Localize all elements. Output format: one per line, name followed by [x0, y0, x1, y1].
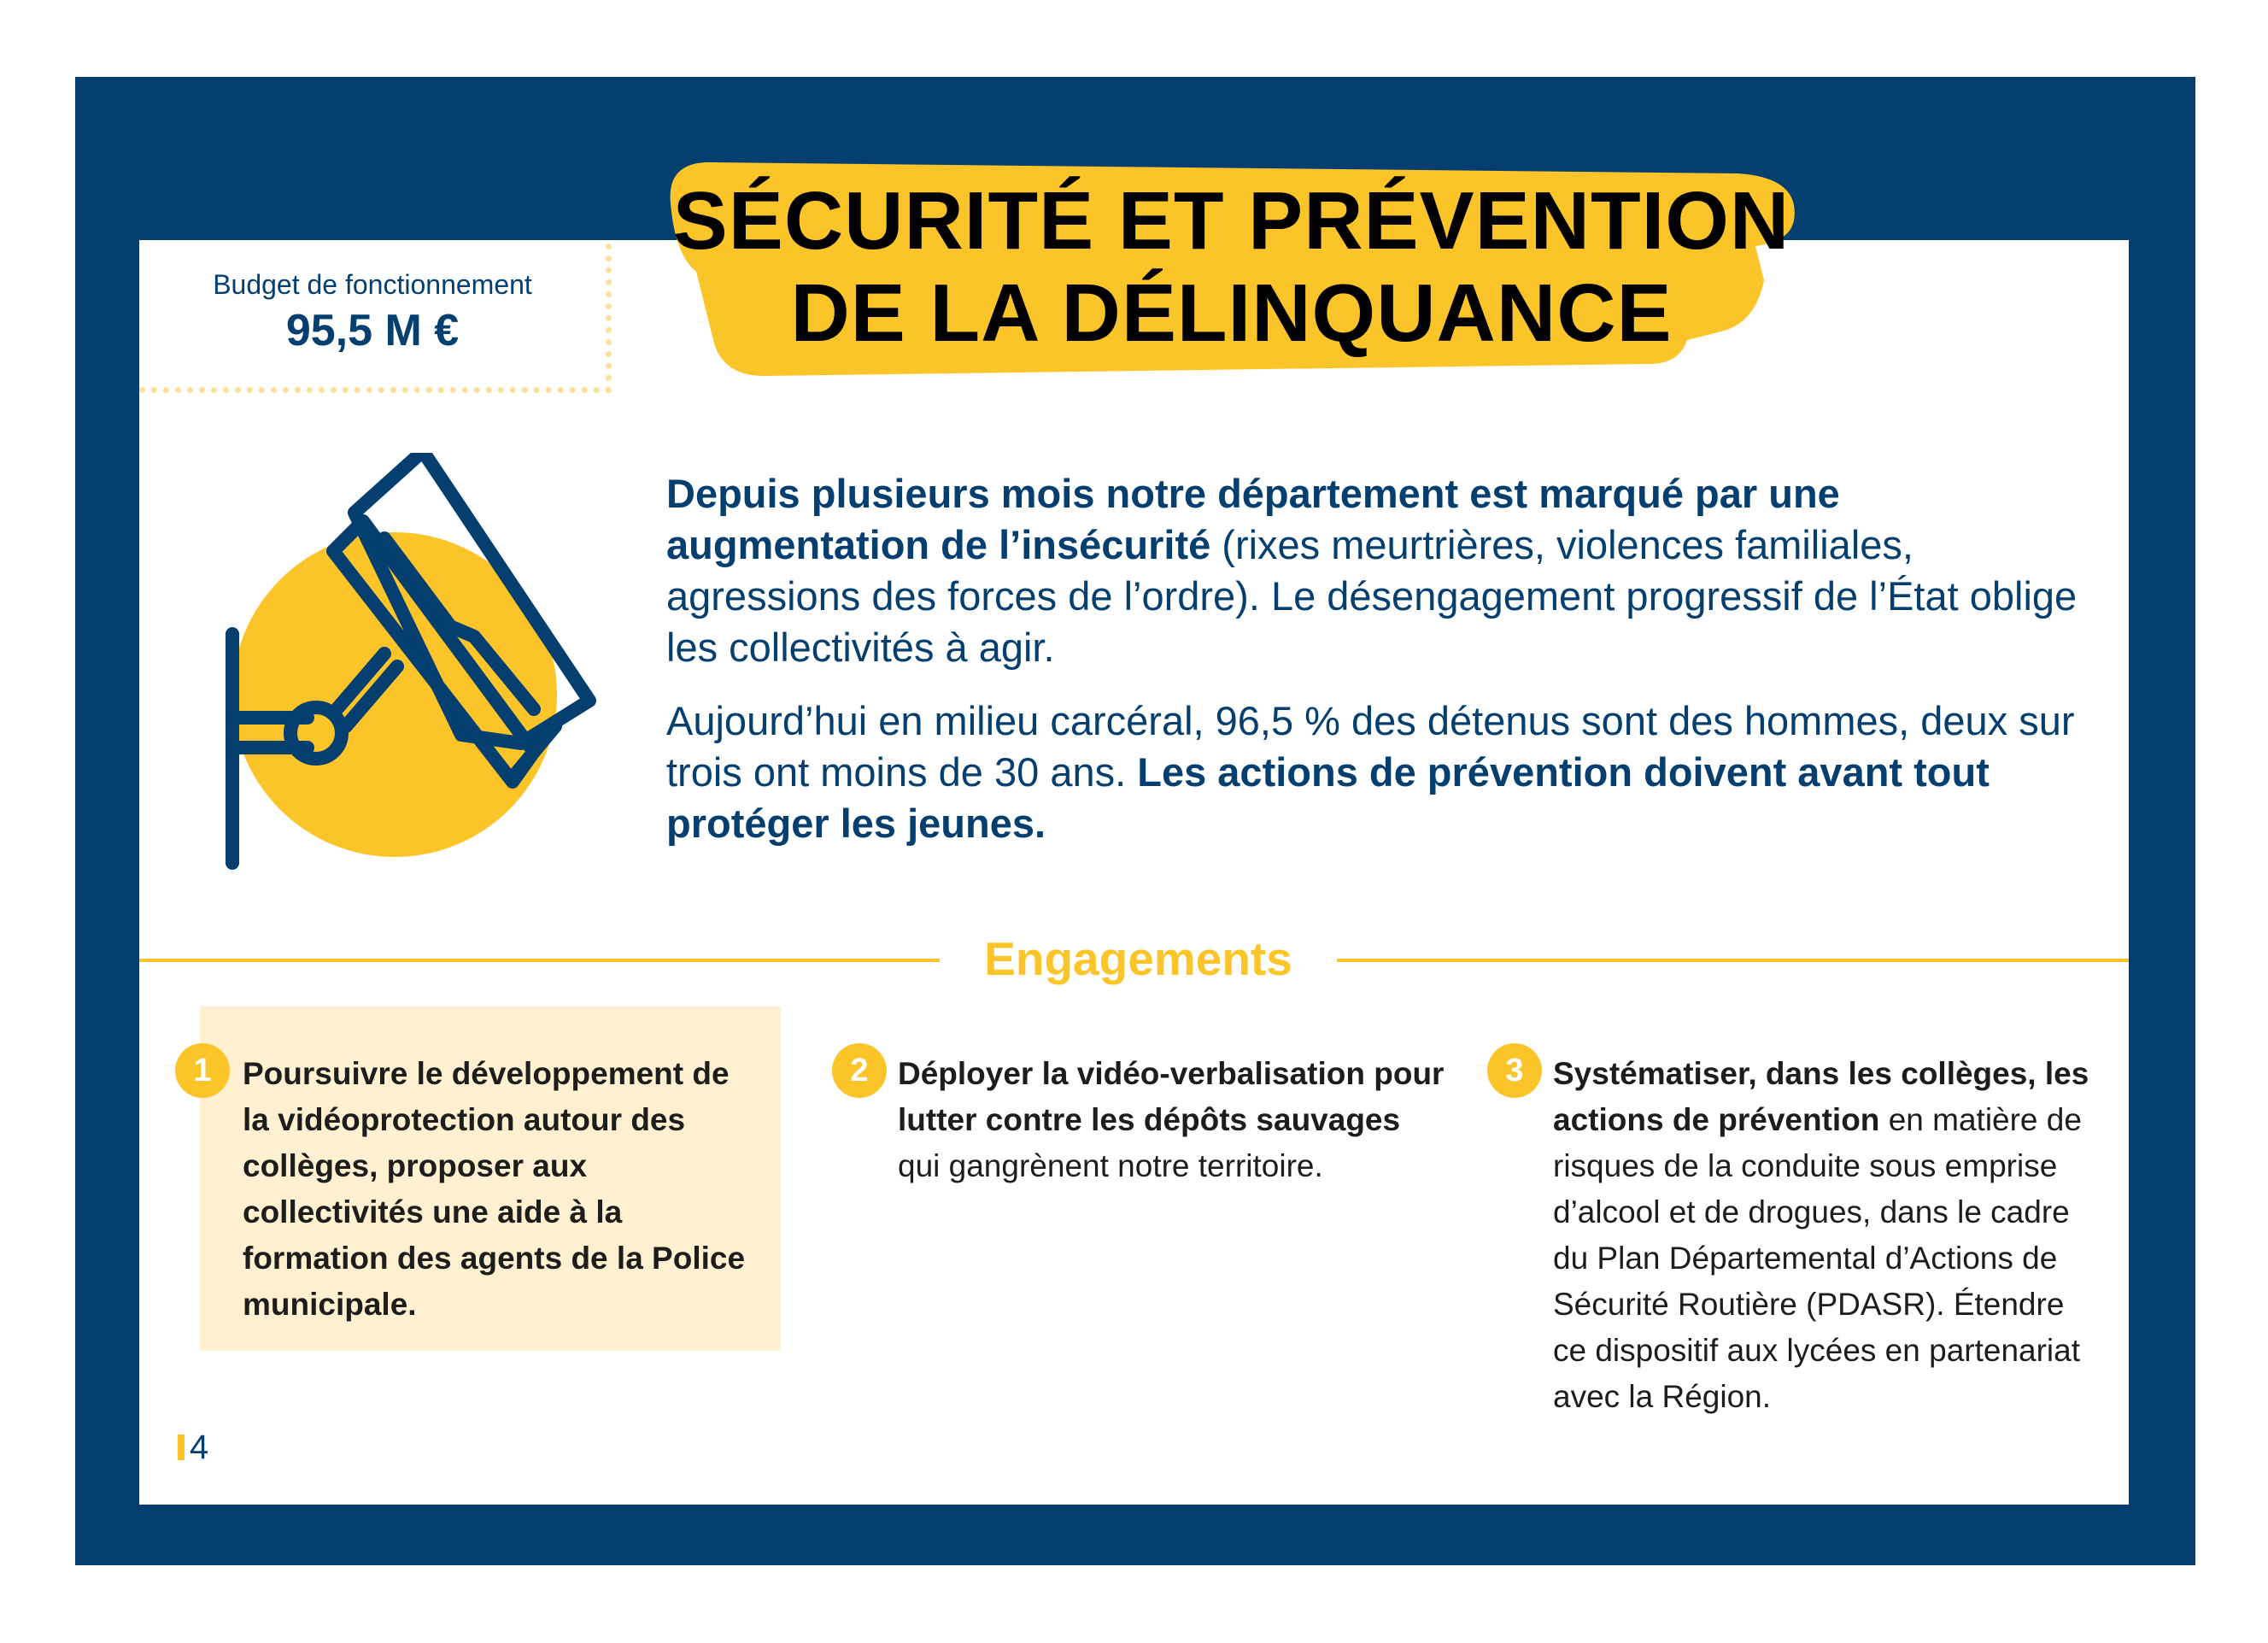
- engagement-item-2: [898, 1051, 1445, 1189]
- engagement-item-3: [1553, 1051, 2100, 1420]
- budget-box: [139, 244, 612, 393]
- engagement-2-bold: Déployer la vidéo-verbalisation pour lutter contre les dépôts sauvages: [898, 1056, 1445, 1137]
- page-marker: [178, 1435, 185, 1460]
- engagements-heading: Engagements: [984, 932, 1292, 985]
- page-number: [178, 1429, 208, 1467]
- engagement-2-rest: qui gangrènent notre territoire.: [898, 1148, 1323, 1183]
- engagement-number-2: 2: [832, 1043, 887, 1098]
- divider-right: [1337, 959, 2129, 962]
- engagement-number-3: 3: [1487, 1043, 1542, 1098]
- intro-text: [666, 468, 2084, 871]
- page-title: [662, 175, 1801, 360]
- engagement-item-1: [243, 1051, 764, 1328]
- title-line-1: SÉCURITÉ ET PRÉVENTION: [672, 175, 1790, 267]
- intro-paragraph-1: [666, 468, 2084, 673]
- intro-p1-bold: Depuis plusieurs mois notre département est marqué par une augmentation de l’insécurité: [666, 471, 1840, 567]
- engagement-number-1: 1: [175, 1043, 230, 1098]
- divider-left: [139, 959, 940, 962]
- budget-label: Budget de fonctionnement: [213, 269, 532, 300]
- intro-p1-rest: (rixes meurtrières, violences familiales, agressions des forces de l’ordre). Le désengagement progressif de l’État oblige les collectivités à agir.: [666, 522, 2078, 670]
- intro-p2-bold: Les actions de prévention doivent avant tout protéger les jeunes.: [666, 749, 1990, 846]
- engagement-3-bold: Systématiser, dans les collèges, les actions de prévention: [1553, 1056, 2089, 1137]
- intro-paragraph-2: [666, 695, 2084, 849]
- title-line-2: DE LA DÉLINQUANCE: [790, 267, 1673, 359]
- engagement-1-bold: Poursuivre le développement de la vidéoprotection autour des collèges, proposer aux collectivités une aide à la formation des agents de la Police municipale.: [243, 1056, 746, 1322]
- page-number-text: 4: [190, 1429, 209, 1466]
- intro-p2-rest: Aujourd’hui en milieu carcéral, 96,5 % des détenus sont des hommes, deux sur trois ont moins de 30 ans.: [666, 698, 2075, 795]
- security-camera-icon: [214, 453, 607, 871]
- engagement-3-rest: en matière de risques de la conduite sous emprise d’alcool et de drogues, dans le cadre du Plan Départemental d’Actions de Sécurité Routière (PDASR). Étendre ce dispositif aux lycées en partenariat avec la Région.: [1553, 1102, 2082, 1414]
- budget-value: 95,5 M €: [285, 306, 460, 355]
